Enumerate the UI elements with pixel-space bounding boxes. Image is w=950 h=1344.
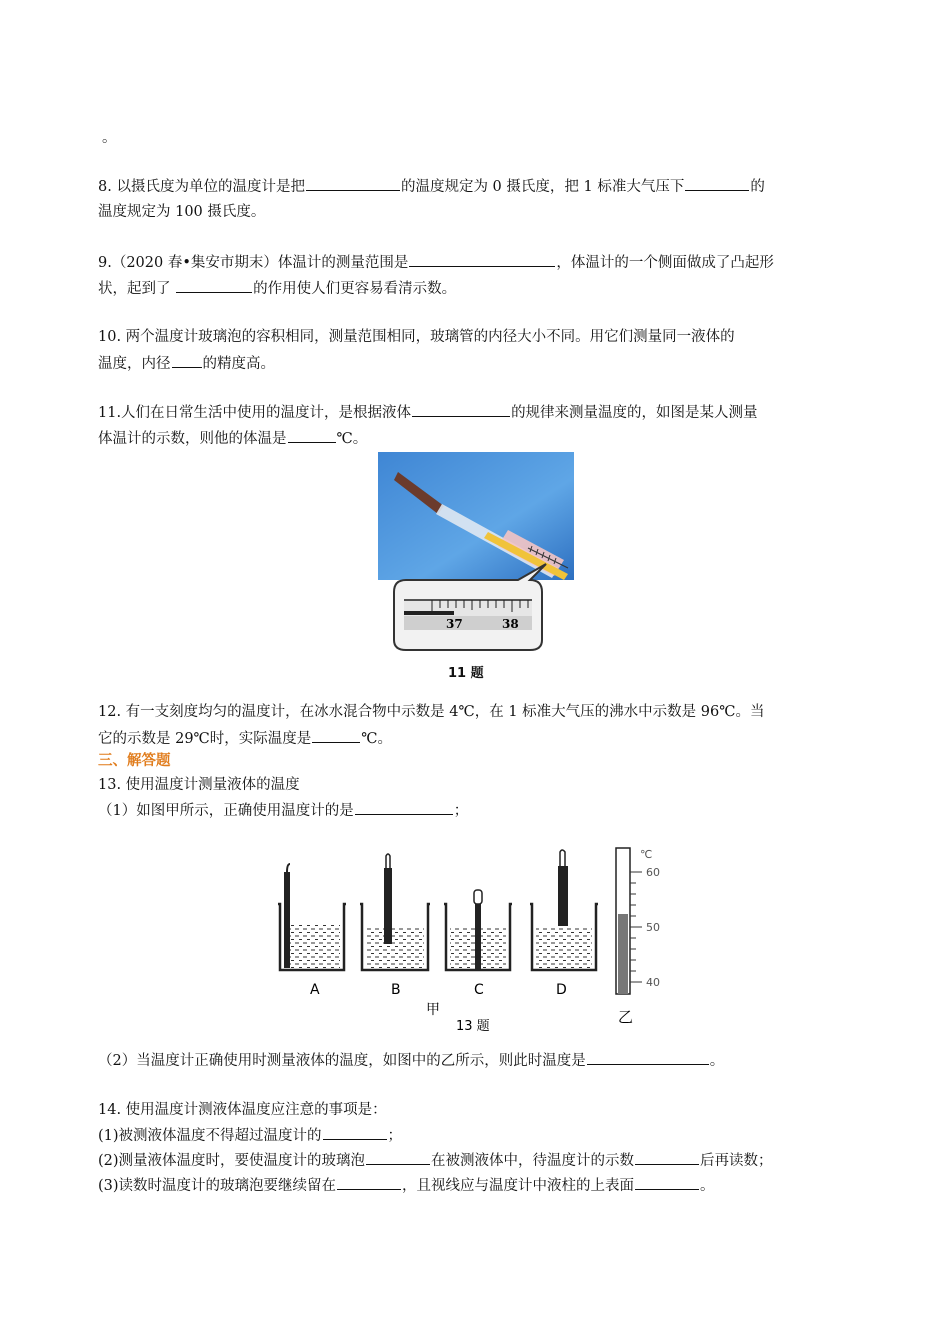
q14-text-7: ，且视线应与温度计中液柱的上表面: [402, 1178, 635, 1194]
q11-text-1: 11.人们在日常生活中使用的温度计，是根据液体: [98, 405, 412, 421]
label-yi: 乙: [618, 1008, 634, 1026]
question-13-sub-1: [98, 800, 468, 821]
q14-text-2: ；: [387, 1128, 403, 1144]
beaker-label-d: D: [556, 982, 567, 998]
beaker-b: [360, 854, 430, 970]
figure-13-caption: 13 题: [456, 1019, 490, 1034]
question-10-line-1: 10. 两个温度计玻璃泡的容积相同，测量范围相同，玻璃管的内径大小不同。用它们测量同一液体的: [98, 329, 735, 345]
q9-text-4: 的作用使人们更容易看清示数。: [253, 281, 457, 297]
thermometer-a: [284, 872, 290, 968]
q13-text-2: ；: [453, 803, 469, 819]
question-13-title: 13. 使用温度计测量液体的温度: [98, 777, 300, 793]
q14-blank-1[interactable]: [323, 1125, 387, 1140]
q11-blank-1[interactable]: [412, 402, 510, 417]
q11-text-4: ℃。: [336, 431, 368, 447]
q14-text-5: 后再读数；: [700, 1153, 773, 1169]
question-14-item-3: [98, 1175, 715, 1196]
top-mark: 。: [102, 130, 117, 146]
question-14-title: 14. 使用温度计测液体温度应注意的事项是：: [98, 1102, 387, 1118]
q8-text-3: 的: [750, 179, 765, 195]
label-jia: 甲: [426, 1002, 440, 1018]
beaker-label-c: C: [474, 982, 484, 998]
question-9-line-2: [98, 278, 456, 299]
q8-text-1: 8. 以摄氏度为单位的温度计是把: [98, 179, 305, 195]
q8-blank-1[interactable]: [306, 176, 400, 191]
q9-blank-1[interactable]: [409, 252, 555, 267]
section-3-heading: 三、解答题: [98, 752, 171, 769]
q14-text-1: (1)被测液体温度不得超过温度计的: [98, 1128, 322, 1144]
q10-blank-1[interactable]: [172, 353, 202, 368]
thermometer-b: [384, 868, 392, 944]
question-8-line-1: [98, 176, 765, 197]
question-12-line-2: [98, 728, 392, 749]
q9-text-1: 9.（2020 春•集安市期末）体温计的测量范围是: [98, 255, 409, 271]
q14-text-3: (2)测量液体温度时，要使温度计的玻璃泡: [98, 1153, 366, 1169]
q10-text-2: 的精度高。: [202, 356, 275, 372]
thermometer-yi-tick-40: 40: [646, 976, 660, 989]
q12-text-2: ℃。: [361, 731, 393, 747]
beaker-label-b: B: [391, 982, 401, 998]
zoom-label-37: 37: [446, 617, 463, 631]
thermometer-yi-tick-60: 60: [646, 866, 660, 879]
question-8-line-2: 温度规定为 100 摄氏度。: [98, 204, 266, 220]
q14-blank-4[interactable]: [337, 1175, 401, 1190]
question-11-line-1: [98, 402, 758, 423]
q11-text-2: 的规律来测量温度的，如图是某人测量: [511, 405, 758, 421]
zoom-mercury-column: [404, 611, 454, 615]
q8-text-2: 的温度规定为 0 摄氏度，把 1 标准大气压下: [400, 179, 685, 195]
beaker-a: [278, 864, 346, 970]
beaker-c: [444, 890, 512, 970]
thermometer-yi-liquid: [618, 914, 628, 994]
question-12-line-1: 12. 有一支刻度均匀的温度计，在冰水混合物中示数是 4℃，在 1 标准大气压的沸水中示数是 96℃。当: [98, 704, 765, 720]
q13-text-4: 。: [709, 1053, 725, 1069]
q14-blank-2[interactable]: [366, 1150, 430, 1165]
q14-blank-5[interactable]: [635, 1175, 699, 1190]
q8-blank-2[interactable]: [685, 176, 749, 191]
thermometer-yi-tick-50: 50: [646, 921, 660, 934]
q14-text-4: 在被测液体中，待温度计的示数: [431, 1153, 635, 1169]
q14-text-8: 。: [700, 1178, 715, 1194]
q14-text-6: (3)读数时温度计的玻璃泡要继续留在: [98, 1178, 337, 1194]
q9-text-3: 状，起到了: [98, 281, 176, 297]
q9-blank-2[interactable]: [176, 278, 252, 293]
q13-text-1: （1）如图甲所示，正确使用温度计的是: [98, 803, 354, 819]
thermometer-c: [475, 904, 481, 970]
question-13-sub-2: [98, 1050, 724, 1071]
q11-text-3: 体温计的示数，则他的体温是: [98, 431, 287, 447]
question-9-line-1: [98, 252, 774, 273]
thermometer-d: [558, 866, 568, 926]
q12-blank-1[interactable]: [312, 728, 360, 743]
beaker-d: [530, 850, 598, 970]
question-11-line-2: [98, 428, 367, 449]
q9-text-2: ，体温计的一个侧面做成了凸起形: [556, 255, 774, 271]
q12-text-1: 它的示数是 29℃时，实际温度是: [98, 731, 312, 747]
figure-11-caption: 11 题: [448, 666, 484, 681]
figure-13: [270, 842, 680, 1038]
q10-text-1: 温度，内径: [98, 356, 171, 372]
q13-text-3: （2）当温度计正确使用时测量液体的温度，如图中的乙所示，则此时温度是: [98, 1053, 586, 1069]
q13-blank-1[interactable]: [355, 800, 453, 815]
beaker-label-a: A: [310, 982, 320, 998]
question-14-item-2: [98, 1150, 773, 1171]
q11-blank-2[interactable]: [288, 428, 336, 443]
thermometer-yi: [616, 848, 660, 1026]
question-10-line-2: [98, 353, 275, 374]
zoom-label-38: 38: [502, 617, 519, 631]
q13-blank-2[interactable]: [587, 1050, 709, 1065]
thermometer-yi-unit: ℃: [640, 848, 653, 861]
q14-blank-3[interactable]: [635, 1150, 699, 1165]
question-14-item-1: [98, 1125, 402, 1146]
figure-11-thermometer: [378, 452, 576, 662]
